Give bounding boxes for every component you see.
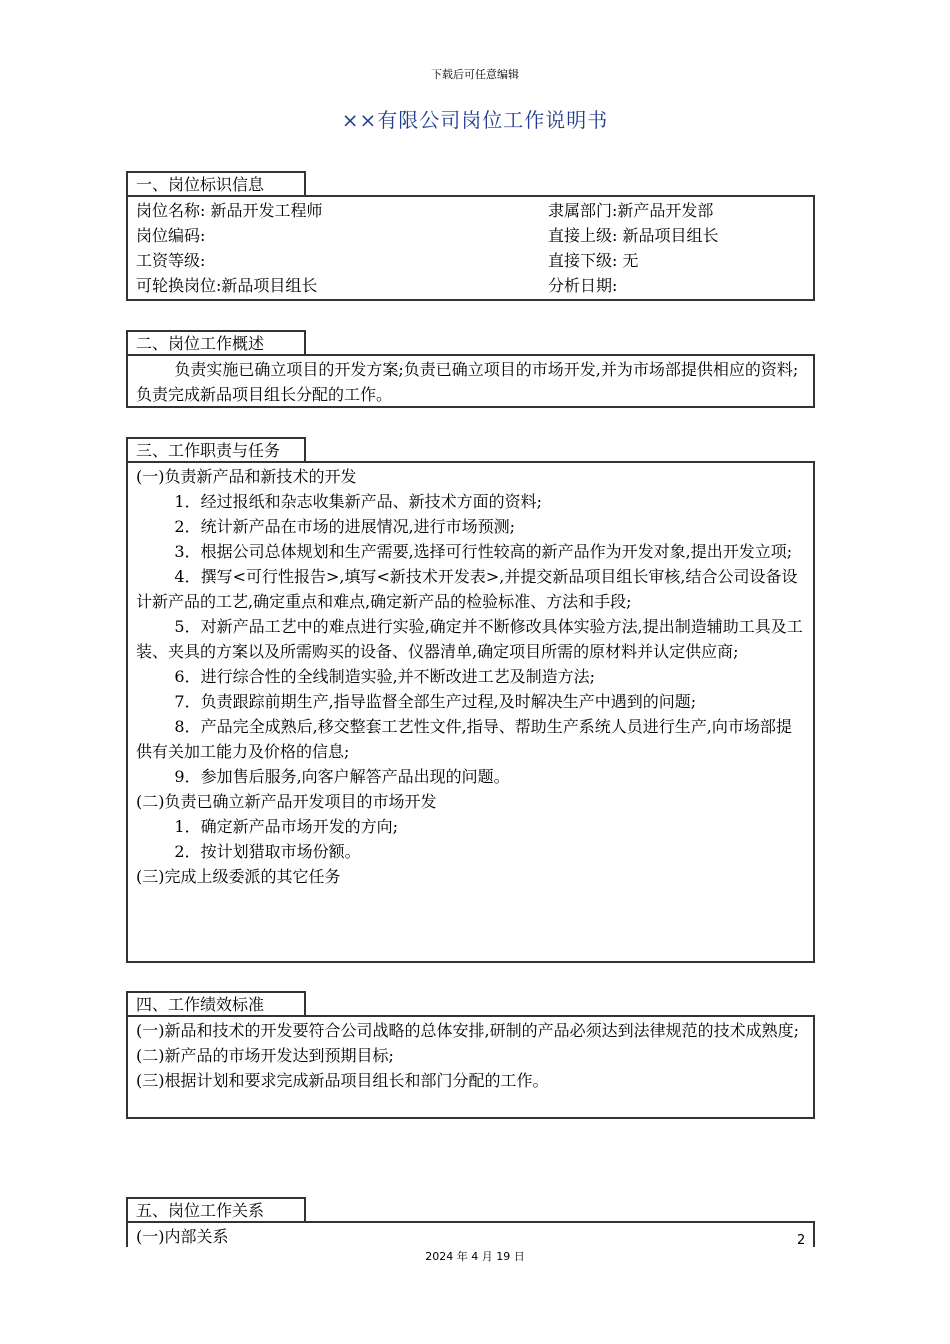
info-cell: 岗位名称: 新品开发工程师 <box>136 201 323 220</box>
info-cell: 直接下级: 无 <box>548 251 639 270</box>
section4-box <box>126 1015 815 1119</box>
header-note: 下载后可任意编辑 <box>431 68 519 81</box>
section3-heading: 三、工作职责与任务 <box>126 437 306 461</box>
duty-line: 2．统计新产品在市场的进展情况,进行市场预测; <box>174 517 516 536</box>
page-number: 2 <box>797 1233 806 1248</box>
relation-line: (一)内部关系 <box>136 1227 229 1246</box>
duty-line: 3．根据公司总体规划和生产需要,选择可行性较高的新产品作为开发对象,提出开发立项; <box>174 542 793 561</box>
info-cell: 分析日期: <box>548 276 618 295</box>
section2-box <box>126 354 815 408</box>
info-row <box>136 248 805 273</box>
section3-box <box>126 461 815 963</box>
duty-line: 1．经过报纸和杂志收集新产品、新技术方面的资料; <box>174 492 542 511</box>
info-row <box>136 198 805 223</box>
section5-box <box>126 1221 815 1247</box>
info-cell: 岗位编码: <box>136 226 206 245</box>
duty-line: 2．按计划猎取市场份额。 <box>174 842 361 861</box>
duty-line: (三)完成上级委派的其它任务 <box>136 867 341 886</box>
section1-heading: 一、岗位标识信息 <box>126 171 306 195</box>
document-title: ××有限公司岗位工作说明书 <box>341 108 609 132</box>
section5-heading: 五、岗位工作关系 <box>126 1197 306 1221</box>
info-row <box>136 223 805 248</box>
duty-line: 1．确定新产品市场开发的方向; <box>174 817 398 836</box>
info-cell: 工资等级: <box>136 251 206 270</box>
duty-line: 8．产品完全成熟后,移交整套工艺性文件,指导、帮助生产系统人员进行生产,向市场部提供有关加工能力及价格的信息; <box>136 717 792 761</box>
section1-box <box>126 195 815 301</box>
standard-line: (一)新品和技术的开发要符合公司战略的总体安排,研制的产品必须达到法律规范的技术成熟度; <box>136 1021 799 1040</box>
standard-line: (三)根据计划和要求完成新品项目组长和部门分配的工作。 <box>136 1071 549 1090</box>
section4-heading: 四、工作绩效标准 <box>126 991 306 1015</box>
footer-date: 2024 年 4 月 19 日 <box>425 1250 525 1263</box>
duty-line: 6．进行综合性的全线制造实验,并不断改进工艺及制造方法; <box>174 667 596 686</box>
info-cell: 可轮换岗位:新品项目组长 <box>136 276 318 295</box>
duty-line: 4．撰写<可行性报告>,填写<新技术开发表>,并提交新品项目组长审核,结合公司设备设计新产品的工艺,确定重点和难点,确定新产品的检验标准、方法和手段; <box>136 567 798 611</box>
section2-heading: 二、岗位工作概述 <box>126 330 306 354</box>
duty-line: 7．负责跟踪前期生产,指导监督全部生产过程,及时解决生产中遇到的问题; <box>174 692 697 711</box>
info-cell: 直接上级: 新品项目组长 <box>548 226 719 245</box>
summary-text: 负责实施已确立项目的开发方案;负责已确立项目的市场开发,并为市场部提供相应的资料;负责完成新品项目组长分配的工作。 <box>136 360 799 404</box>
info-cell: 隶属部门:新产品开发部 <box>548 201 714 220</box>
duty-line: 9．参加售后服务,向客户解答产品出现的问题。 <box>174 767 510 786</box>
info-row <box>136 273 805 298</box>
duty-line: (二)负责已确立新产品开发项目的市场开发 <box>136 792 437 811</box>
standard-line: (二)新产品的市场开发达到预期目标; <box>136 1046 394 1065</box>
duty-line: 5．对新产品工艺中的难点进行实验,确定并不断修改具体实验方法,提出制造辅助工具及工装、夹具的方案以及所需购买的设备、仪器清单,确定项目所需的原材料并认定供应商; <box>136 617 803 661</box>
duty-line: (一)负责新产品和新技术的开发 <box>136 467 357 486</box>
